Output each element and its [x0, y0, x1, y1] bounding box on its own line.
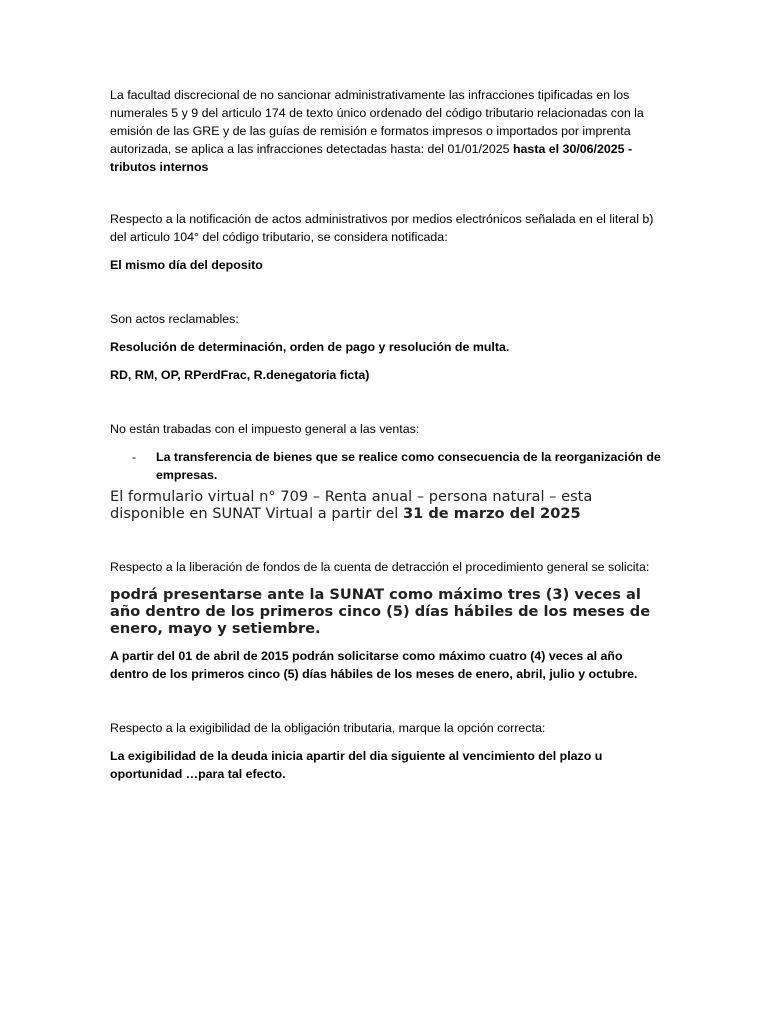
question-actos-reclamables: Son actos reclamables:: [110, 312, 239, 326]
list-item: [110, 448, 662, 484]
document-page: [110, 86, 662, 783]
bullet-dash: -: [132, 450, 137, 464]
question-notificacion: Respecto a la notificación de actos administrativos por medios electrónicos señalada en el literal b) del articulo 104° del código tributario, se considera notificada:: [110, 212, 654, 244]
paragraph-bold-date: 31 de marzo del 2025: [402, 505, 581, 522]
paragraph-formulario-709: [110, 488, 662, 522]
answer-detracciones-general: podrá presentarse ante la SUNAT como máximo tres (3) veces al año dentro de los primeros cinco (5) días hábiles de los meses de enero, mayo y setiembre.: [110, 586, 651, 637]
answer-actos-reclamables-abbrev: RD, RM, OP, RPerdFrac, R.denegatoria ficta): [110, 368, 370, 382]
answer-exigibilidad: La exigibilidad de la deuda inicia apartir del dia siguiente al vencimiento del plazo u oportunidad …para tal efecto.: [110, 749, 603, 781]
paragraph-text: El formulario virtual n° 709 – Renta anual – persona natural – esta disponible en SUNAT Virtual a partir del: [110, 488, 593, 522]
paragraph-bold-tail: hasta el 30/06/2025 - tributos internos: [110, 142, 633, 174]
answer-detracciones-2015: A partir del 01 de abril de 2015 podrán solicitarse como máximo cuatro (4) veces al año dentro de los primeros cinco (5) días hábiles de los meses de enero, abril, julio y octubre.: [110, 649, 638, 681]
question-exigibilidad: Respecto a la exigibilidad de la obligación tributaria, marque la opción correcta:: [110, 721, 546, 735]
paragraph-text: La facultad discrecional de no sancionar administrativamente las infracciones tipificadas en los numerales 5 y 9 del articulo 174 de texto único ordenado del código tributario relacionadas con la emisión de las GRE y de las guías de remisión e formatos impresos o importados por imprenta autorizada, se aplica a las infracciones detectadas hasta: del 01/01/2025: [110, 88, 644, 156]
answer-actos-reclamables: Resolución de determinación, orden de pago y resolución de multa.: [110, 340, 510, 354]
paragraph-facultad-discrecional: [110, 86, 662, 176]
question-detracciones: Respecto a la liberación de fondos de la cuenta de detracción el procedimiento general se solicita:: [110, 560, 650, 574]
answer-notificacion: El mismo día del deposito: [110, 258, 263, 272]
question-igv: No están trabadas con el impuesto general a las ventas:: [110, 422, 420, 436]
bullet-text: La transferencia de bienes que se realice como consecuencia de la reorganización de empresas.: [156, 450, 661, 482]
